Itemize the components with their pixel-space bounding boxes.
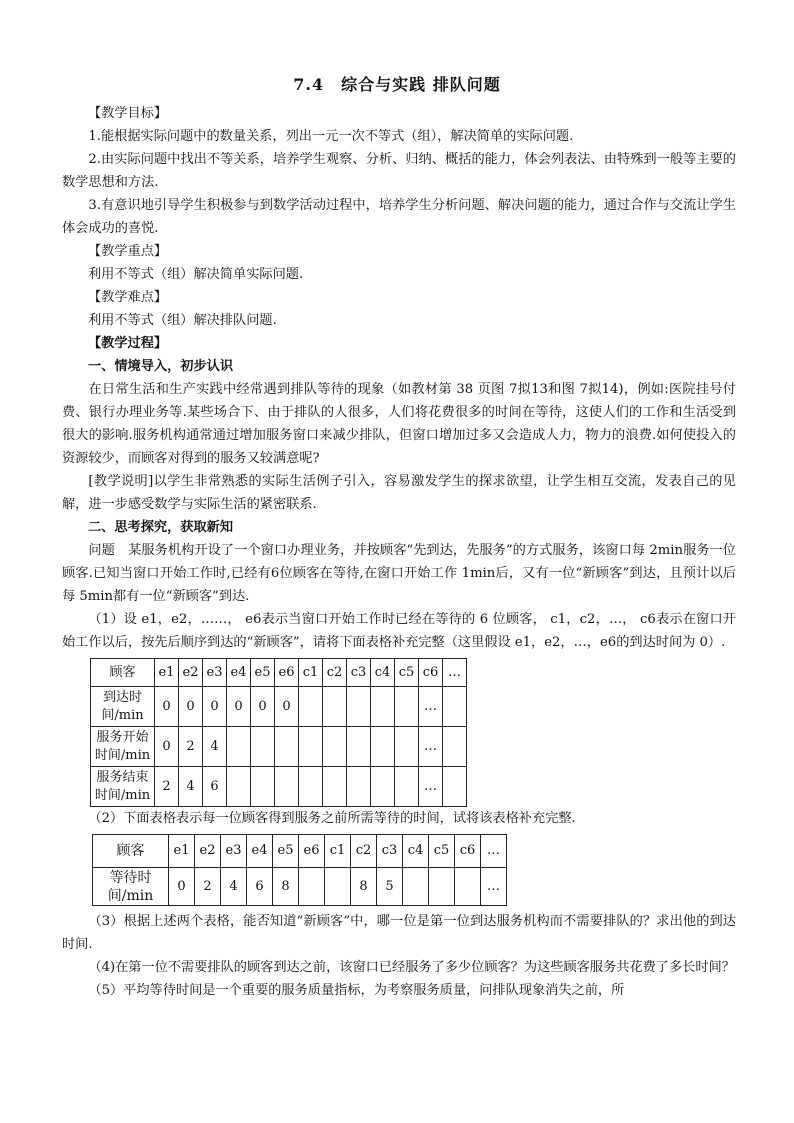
table-cell [275, 727, 299, 767]
table-cell: 0 [169, 868, 195, 906]
process-heading: 【教学过程】 [88, 336, 168, 351]
row-label-cell: 服务开始时间/min [91, 727, 155, 767]
table-cell [251, 767, 275, 807]
goal-3: 3.有意识地引导学生积极参与到数学活动过程中，培养学生分析问题、解决问题的能力，通过合作与交流让学生体会成功的喜悦. [62, 198, 736, 236]
goals-heading: 【教学目标】 [88, 106, 168, 121]
row-label-cell: 等待时间/min [93, 868, 169, 906]
table-cell [227, 727, 251, 767]
table-header-cell: e3 [221, 835, 247, 868]
table-cell: 8 [351, 868, 377, 906]
question-3: （3）根据上述两个表格，能否知道“新顾客”中，哪一位是第一位到达服务机构而不需要排队的？求出他的到达时间. [62, 914, 736, 952]
table-header-cell: 顾客 [93, 835, 169, 868]
table-cell [443, 687, 467, 727]
table-cell [371, 687, 395, 727]
table-header-cell: c6 [455, 835, 481, 868]
table-cell: 0 [251, 687, 275, 727]
question-1: （1）设 e1，e2，……， e6表示当窗口开始工作时已经在等待的 6 位顾客， c1，c2，…， c6表示在窗口开始工作以后，按先后顺序到达的“新顾客”，请将下面表格补充完整（这里假设 e1，e2，…，e6的到达时间为 0）. [62, 612, 736, 650]
table-cell [347, 687, 371, 727]
table-cell: 2 [195, 868, 221, 906]
question-2: （2）下面表格表示每一位顾客得到服务之前所需等待的时间，试将该表格补充完整. [88, 811, 576, 826]
table-cell: 0 [155, 687, 179, 727]
goal-2: 2.由实际问题中找出不等关系，培养学生观察、分析、归纳、概括的能力，体会列表法、由特殊到一般等主要的数学思想和方法. [62, 152, 736, 190]
table-row [91, 767, 467, 807]
table-header-cell: e2 [179, 659, 203, 687]
table-cell [275, 767, 299, 807]
table-header-cell: e3 [203, 659, 227, 687]
table-header-cell: c4 [371, 659, 395, 687]
table-header-cell: e1 [155, 659, 179, 687]
table-header-cell: c6 [419, 659, 443, 687]
table-cell: 6 [247, 868, 273, 906]
table-cell [323, 727, 347, 767]
table-cell: … [419, 767, 443, 807]
table-cell [443, 767, 467, 807]
table-header-cell: c2 [351, 835, 377, 868]
table-cell [455, 868, 481, 906]
table-header-cell: c5 [429, 835, 455, 868]
table-cell [429, 868, 455, 906]
table-header-cell: c4 [403, 835, 429, 868]
table-cell: … [419, 727, 443, 767]
section-1-text: 在日常生活和生产实践中经常遇到排队等待的现象（如教材第 38 页图 7拟13和图 7拟14)，例如:医院挂号付费、银行办理业务等.某些场合下、由于排队的人很多，人们将花费很多的时间在等待，这使人们的工作和生活受到很大的影响.服务机构通常通过增加服务窗口来减少排队，但窗口增加过多又会造成人力，物力的浪费.如何使投入的资源较少，而顾客对得到的服务又较满意呢? [62, 382, 736, 466]
table-row [91, 687, 467, 727]
row-label-cell: 到达时间/min [91, 687, 155, 727]
section-1-heading: 一、情境导入，初步认识 [88, 359, 234, 374]
table-cell [299, 727, 323, 767]
table-header-cell: e6 [299, 835, 325, 868]
table-cell: 0 [275, 687, 299, 727]
table-cell [395, 727, 419, 767]
table-row [91, 727, 467, 767]
table-cell [325, 868, 351, 906]
table-header-row [91, 659, 467, 687]
table-header-cell: c3 [347, 659, 371, 687]
section-2-heading: 二、思考探究，获取新知 [88, 520, 234, 535]
table-cell [371, 767, 395, 807]
table-cell: 4 [179, 767, 203, 807]
table-header-cell: c1 [325, 835, 351, 868]
table-cell [347, 727, 371, 767]
key-heading: 【教学重点】 [88, 244, 168, 259]
question-5: （5）平均等待时间是一个重要的服务质量指标，为考察服务质量，问排队现象消失之前，所 [88, 983, 625, 998]
table-header-cell: … [443, 659, 467, 687]
table-cell: 5 [377, 868, 403, 906]
table-header-row [93, 835, 507, 868]
question-4: （4)在第一位不需要排队的顾客到达之前，该窗口已经服务了多少位顾客？为这些顾客服务共花费了多长时间？ [88, 960, 735, 975]
table-cell: 6 [203, 767, 227, 807]
table-cell [299, 868, 325, 906]
problem-text: 问题 某服务机构开设了一个窗口办理业务，并按顾客“先到达，先服务”的方式服务，该窗口每 2min服务一位顾客.已知当窗口开始工作时,已经有6位顾客在等待,在窗口开始工作 1min后，又有一位“新顾客”到达，且预计以后每 5min都有一位“新顾客”到达. [62, 543, 736, 604]
table-header-cell: c5 [395, 659, 419, 687]
table-header-cell: e1 [169, 835, 195, 868]
table-cell [347, 767, 371, 807]
table-cell: 8 [273, 868, 299, 906]
table-header-cell: e6 [275, 659, 299, 687]
table-header-cell: e4 [247, 835, 273, 868]
table-header-cell: c1 [299, 659, 323, 687]
table-cell [299, 767, 323, 807]
table-header-cell: e5 [273, 835, 299, 868]
table-header-cell: c2 [323, 659, 347, 687]
row-label-cell: 服务结束时间/min [91, 767, 155, 807]
table-cell [323, 767, 347, 807]
goal-1: 1.能根据实际问题中的数量关系，列出一元一次不等式（组），解决简单的实际问题. [88, 129, 574, 144]
table-cell: 0 [203, 687, 227, 727]
table-header-cell: 顾客 [91, 659, 155, 687]
table-cell [251, 727, 275, 767]
teaching-note: [教学说明]以学生非常熟悉的实际生活例子引入，容易激发学生的探求欲望，让学生相互交流，发表自己的见解，进一步感受数学与实际生活的紧密联系. [62, 474, 736, 512]
table-cell: 0 [227, 687, 251, 727]
table-cell: 0 [155, 727, 179, 767]
table-cell [403, 868, 429, 906]
table-cell: … [419, 687, 443, 727]
waiting-time-table [92, 834, 507, 906]
table-cell [299, 687, 323, 727]
key-text: 利用不等式（组）解决简单实际问题. [88, 267, 304, 282]
difficulty-text: 利用不等式（组）解决排队问题. [88, 313, 277, 328]
table-cell [371, 727, 395, 767]
table-cell [395, 767, 419, 807]
table-header-cell: e4 [227, 659, 251, 687]
table-header-cell: e5 [251, 659, 275, 687]
table-cell [227, 767, 251, 807]
arrival-service-table [90, 658, 467, 807]
difficulty-heading: 【教学难点】 [88, 290, 168, 305]
table-header-cell: … [481, 835, 507, 868]
table-cell [395, 687, 419, 727]
table-cell [443, 727, 467, 767]
table-cell: 4 [221, 868, 247, 906]
page-title: 7.4 综合与实践 排队问题 [293, 75, 501, 94]
table-cell: … [481, 868, 507, 906]
table-cell: 2 [179, 727, 203, 767]
table-row [93, 868, 507, 906]
table-cell: 4 [203, 727, 227, 767]
table-cell [323, 687, 347, 727]
table-header-cell: c3 [377, 835, 403, 868]
table-cell: 2 [155, 767, 179, 807]
table-cell: 0 [179, 687, 203, 727]
table-header-cell: e2 [195, 835, 221, 868]
document-body [62, 102, 736, 1002]
